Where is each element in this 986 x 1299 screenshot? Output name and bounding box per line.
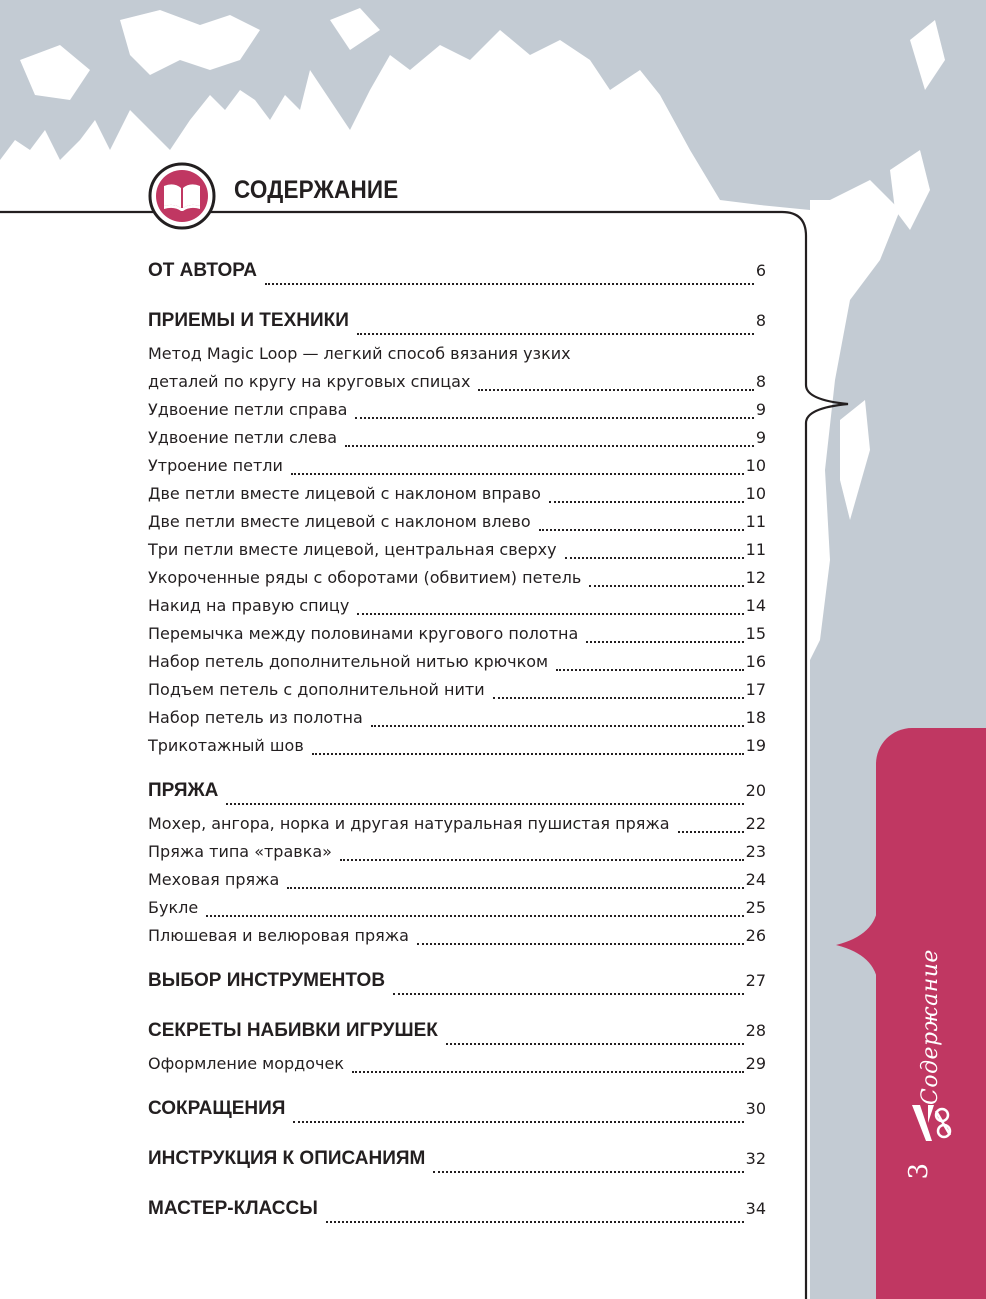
- toc-entry-label: ИНСТРУКЦИЯ К ОПИСАНИЯМ: [148, 1148, 426, 1169]
- toc-page-number: 28: [745, 1021, 766, 1040]
- toc-entry-label: Укороченные ряды с оборотами (обвитием) петель: [148, 568, 582, 587]
- toc-page-number: 10: [745, 456, 766, 475]
- toc-section[interactable]: [148, 1020, 766, 1054]
- toc-entry-label: Оформление мордочек: [148, 1054, 344, 1073]
- toc-page-number: 14: [745, 596, 766, 615]
- toc-entry[interactable]: [148, 814, 766, 842]
- toc-entry[interactable]: [148, 736, 766, 764]
- side-tab-label: Содержание: [918, 949, 943, 1105]
- dot-leader: [433, 1152, 743, 1173]
- toc-entry[interactable]: [148, 842, 766, 870]
- dot-leader: [446, 1024, 744, 1045]
- dot-leader: [265, 264, 754, 285]
- toc-page-number: 26: [745, 926, 766, 945]
- toc-page-number: 12: [745, 568, 766, 587]
- toc-entry-label: Трикотажный шов: [148, 736, 304, 755]
- toc-entry-line: [148, 344, 766, 372]
- dot-leader: [293, 1102, 743, 1123]
- toc-page-number: 25: [745, 898, 766, 917]
- toc-page-number: 24: [745, 870, 766, 889]
- toc-page-number: 11: [745, 540, 766, 559]
- toc-entry[interactable]: [148, 870, 766, 898]
- toc-entry-label: МАСТЕР-КЛАССЫ: [148, 1198, 318, 1219]
- toc-page-number: 18: [745, 708, 766, 727]
- toc-section[interactable]: [148, 970, 766, 1004]
- toc-entry-label: Накид на правую спицу: [148, 596, 350, 615]
- toc-page-number: 8: [755, 311, 766, 330]
- dot-leader: [312, 737, 744, 755]
- dot-leader: [393, 974, 744, 995]
- toc-page-number: 34: [745, 1199, 766, 1218]
- toc-entry-label: СОКРАЩЕНИЯ: [148, 1098, 286, 1119]
- toc-entry-label: Перемычка между половинами кругового полотна: [148, 624, 579, 643]
- dot-leader: [493, 681, 744, 699]
- toc-page-number: 17: [745, 680, 766, 699]
- toc-page-number: 32: [745, 1149, 766, 1168]
- toc-entry[interactable]: [148, 456, 766, 484]
- toc-entry[interactable]: [148, 428, 766, 456]
- toc-entry-label: ПРИЕМЫ И ТЕХНИКИ: [148, 310, 349, 331]
- toc-entry-label: Подъем петель с дополнительной нити: [148, 680, 485, 699]
- toc-entry-label: Удвоение петли слева: [148, 428, 338, 447]
- toc-section[interactable]: [148, 1198, 766, 1232]
- toc-page-number: 23: [745, 842, 766, 861]
- toc-page-number: 6: [755, 261, 766, 280]
- toc-entry-label: ОТ АВТОРА: [148, 260, 258, 281]
- dot-leader: [549, 485, 744, 503]
- toc-entry[interactable]: [148, 540, 766, 568]
- toc-page-number: 8: [755, 372, 766, 391]
- toc-page-number: 9: [755, 428, 766, 447]
- toc-entry-label: Метод Magic Loop — легкий способ вязания узких: [148, 344, 571, 363]
- dot-leader: [206, 899, 743, 917]
- toc-entry-label: Набор петель из полотна: [148, 708, 363, 727]
- dot-leader: [357, 314, 754, 335]
- toc-entry-label: Плюшевая и велюровая пряжа: [148, 926, 409, 945]
- toc-section[interactable]: [148, 310, 766, 344]
- toc-page-number: 11: [745, 512, 766, 531]
- toc-page-number: 27: [745, 971, 766, 990]
- toc-page-number: 20: [745, 781, 766, 800]
- toc-page-number: 15: [745, 624, 766, 643]
- toc-entry[interactable]: [148, 372, 766, 400]
- toc-entry-label: СЕКРЕТЫ НАБИВКИ ИГРУШЕК: [148, 1020, 438, 1041]
- toc-entry-label: Набор петель дополнительной нитью крючком: [148, 652, 549, 671]
- dot-leader: [371, 709, 744, 727]
- dot-leader: [565, 541, 744, 559]
- toc-entry-label: ВЫБОР ИНСТРУМЕНТОВ: [148, 970, 386, 991]
- toc-entry-label: Букле: [148, 898, 199, 917]
- toc-entry-label: Утроение петли: [148, 456, 283, 475]
- toc-entry-label: Мохер, ангора, норка и другая натуральная пушистая пряжа: [148, 814, 670, 833]
- open-book-icon: [148, 162, 216, 230]
- dot-leader: [586, 625, 743, 643]
- toc-entry[interactable]: [148, 1054, 766, 1082]
- toc-entry-label: Пряжа типа «травка»: [148, 842, 332, 861]
- dot-leader: [678, 815, 744, 833]
- table-of-contents: [148, 260, 766, 1232]
- dot-leader: [340, 843, 744, 861]
- toc-page-number: 16: [745, 652, 766, 671]
- toc-page-number: 9: [755, 400, 766, 419]
- toc-section[interactable]: [148, 1098, 766, 1132]
- dot-leader: [345, 429, 754, 447]
- dot-leader: [352, 1055, 744, 1073]
- toc-entry[interactable]: [148, 568, 766, 596]
- dot-leader: [355, 401, 753, 419]
- toc-page-number: 10: [745, 484, 766, 503]
- toc-entry-label: Две петли вместе лицевой с наклоном вправо: [148, 484, 541, 503]
- toc-entry-label: деталей по кругу на круговых спицах: [148, 372, 471, 391]
- page-number: 3: [904, 1163, 934, 1180]
- toc-section[interactable]: [148, 1148, 766, 1182]
- toc-entry[interactable]: [148, 898, 766, 926]
- toc-entry-label: ПРЯЖА: [148, 780, 219, 801]
- dot-leader: [357, 597, 743, 615]
- toc-entry[interactable]: [148, 596, 766, 624]
- toc-entry[interactable]: [148, 652, 766, 680]
- toc-page-number: 29: [745, 1054, 766, 1073]
- dot-leader: [291, 457, 744, 475]
- toc-entry[interactable]: [148, 400, 766, 428]
- toc-entry-label: Две петли вместе лицевой с наклоном влево: [148, 512, 531, 531]
- dot-leader: [556, 653, 744, 671]
- page-title: СОДЕРЖАНИЕ: [234, 176, 399, 204]
- dot-leader: [539, 513, 744, 531]
- toc-section[interactable]: [148, 780, 766, 814]
- dot-leader: [478, 373, 753, 391]
- toc-entry-label: Удвоение петли справа: [148, 400, 348, 419]
- toc-page-number: 19: [745, 736, 766, 755]
- toc-page-number: 30: [745, 1099, 766, 1118]
- toc-entry[interactable]: [148, 484, 766, 512]
- dot-leader: [287, 871, 743, 889]
- dot-leader: [417, 927, 744, 945]
- toc-entry[interactable]: [148, 680, 766, 708]
- dot-leader: [326, 1202, 744, 1223]
- toc-entry-label: Меховая пряжа: [148, 870, 280, 889]
- toc-entry[interactable]: [148, 926, 766, 954]
- dot-leader: [226, 784, 743, 805]
- toc-entry[interactable]: [148, 624, 766, 652]
- toc-entry-label: Три петли вместе лицевой, центральная сверху: [148, 540, 557, 559]
- toc-entry[interactable]: [148, 708, 766, 736]
- toc-entry[interactable]: [148, 512, 766, 540]
- toc-page-number: 22: [745, 814, 766, 833]
- dot-leader: [589, 569, 743, 587]
- toc-section[interactable]: [148, 260, 766, 294]
